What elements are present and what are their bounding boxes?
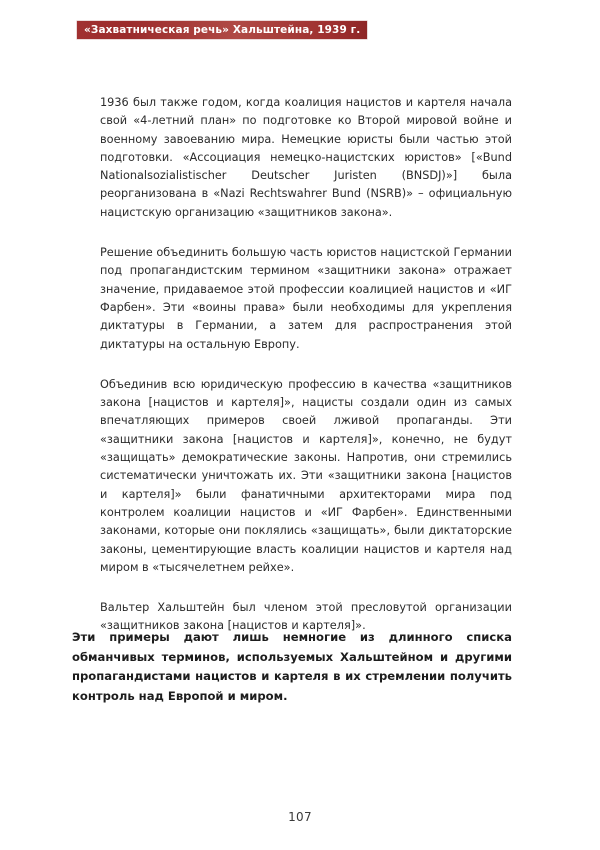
paragraph-1: 1936 был также годом, когда коалиция нацистов и картеля начала свой «4-летний план» по подготовке ко Второй мировой войне и военному завоеванию мира. Немецкие юристы были частью этой подготовки. «Ассоциация немецко-нацистских юристов» [«Bund Nationalsozialistischer Deutscher Juristen (BNSDJ)»] была реорганизована в «Nazi Rechtswahrer Bund (NSRB)» – официальную нацистскую организацию «защитников закона». [100,96,512,219]
running-header-banner [77,21,367,39]
conclusion-paragraph: Эти примеры дают лишь немногие из длинного списка обманчивых терминов, используемых Хальштейном и другими пропагандистами нацистов и картеля в их стремлении получить контроль над Европой и миром. [72,630,512,703]
paragraph-2: Решение объединить большую часть юристов нацистской Германии под пропагандистским термином «защитники закона» отражает значение, придаваемое этой профессии коалицией нацистов и «ИГ Фарбен». Эти «воины права» были необходимы для укрепления диктатуры в Германии, а затем для распространения этой диктатуры на остальную Европу. [100,246,512,351]
conclusion-block [72,628,512,706]
body-text-column [100,94,512,636]
page-number: 107 [288,810,312,824]
running-header-title: «Захватническая речь» Хальштейна, 1939 г. [84,23,361,36]
paragraph-3: Объединив всю юридическую профессию в качества «защитников закона [нацистов и картеля]», нацисты создали один из самых впечатляющих примеров своей лживой пропаганды. Эти «защитники закона [нацистов и картеля]», конечно, не будут «защищать» демократические законы. Напротив, они стремились систематически уничтожать их. Эти «защитники закона [нацистов и картеля]» были фанатичными архитекторами мира под контролем коалиции нацистов и «ИГ Фарбен». Единственными законами, которые они поклялись «защищать», были диктаторские законы, цементирующие власть коалиции нацистов и картеля над миром в «тысячелетнем рейхе». [100,377,512,574]
paragraph-4: Вальтер Хальштейн был членом этой пресловутой организации «защитников закона [нацистов и картеля]». [100,601,512,633]
